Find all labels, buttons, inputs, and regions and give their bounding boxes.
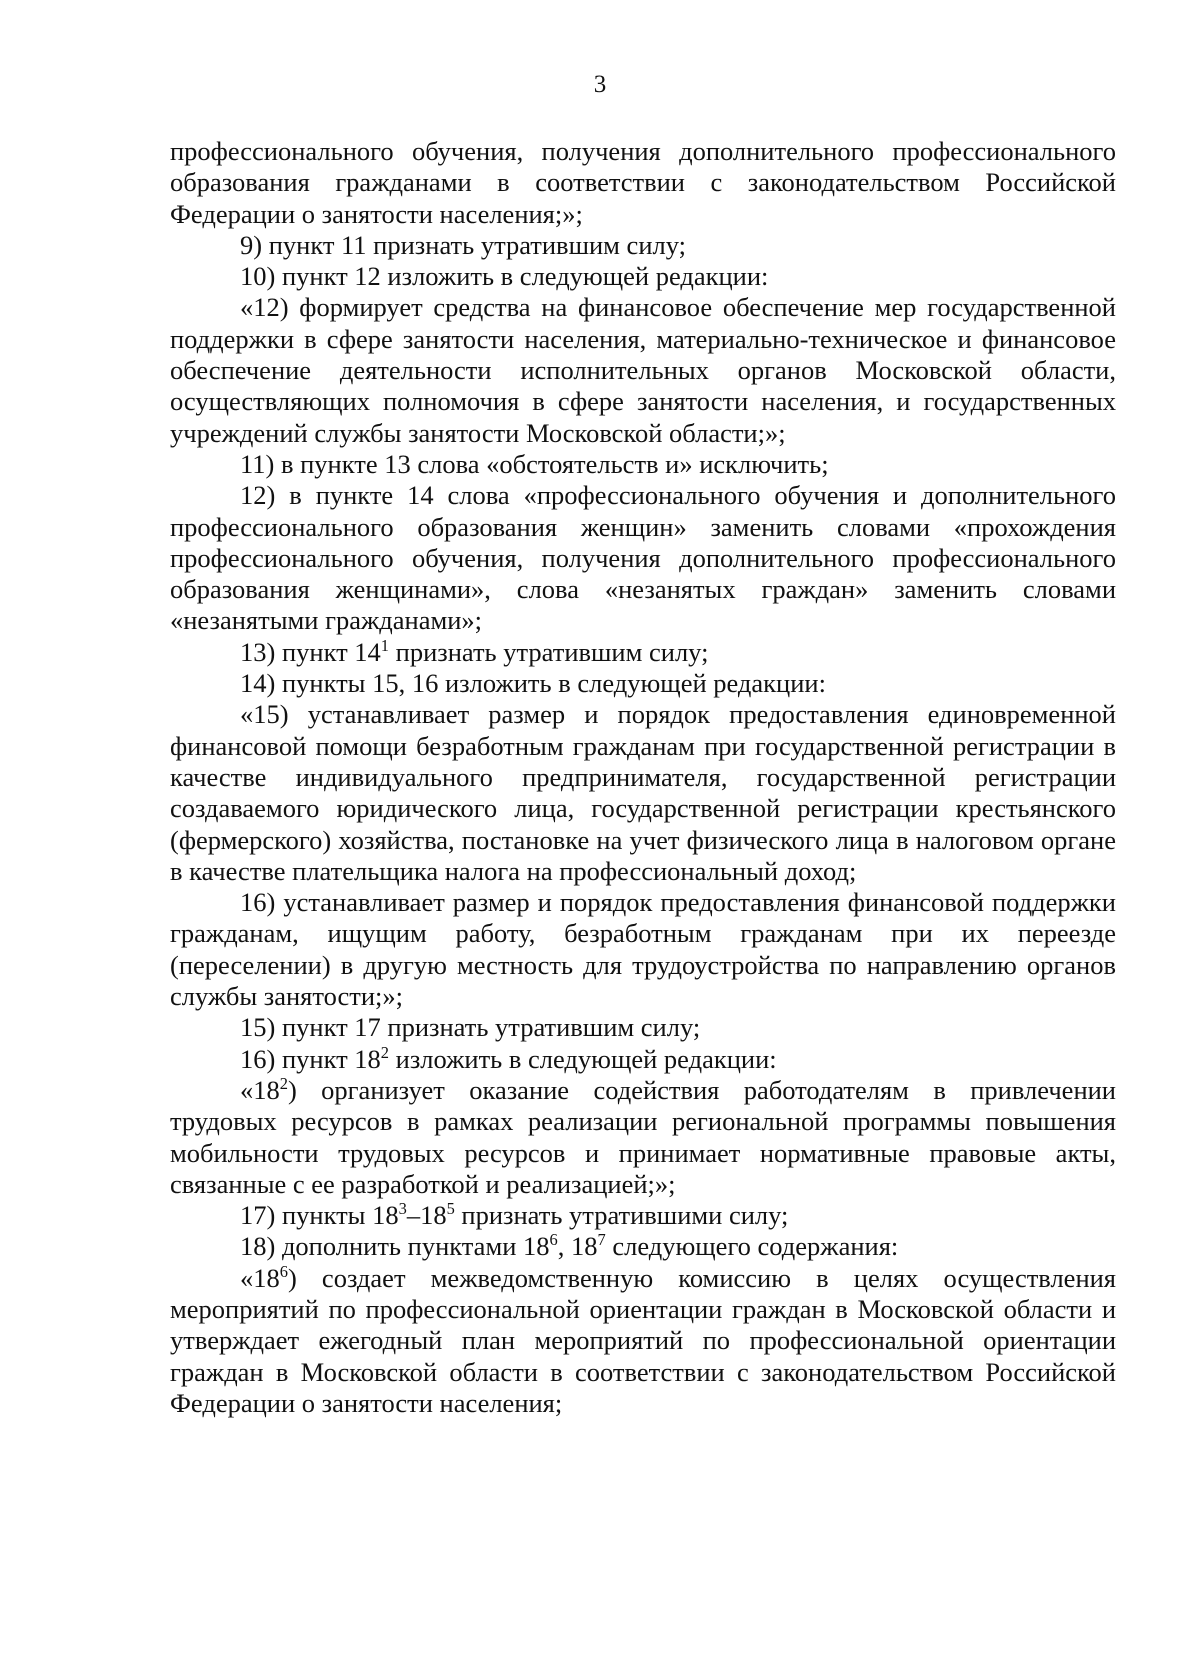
document-body	[170, 136, 1116, 1419]
text-run: «18	[240, 1262, 280, 1293]
text-run: признать утратившим силу;	[389, 636, 709, 667]
text-run: признать утратившими силу;	[454, 1200, 789, 1231]
paragraph: «15) устанавливает размер и порядок предоставления единовременной финансовой помощи безработным гражданам при государственной регистрации в качестве индивидуального предпринимателя, государственной регистрации создаваемого юридического лица, государственной регистрации крестьянского (фермерского) хозяйства, постановке на учет физического лица в налоговом органе в качестве плательщика налога на профессиональный доход;	[170, 699, 1116, 886]
text-run: 18) дополнить пунктами 18	[240, 1231, 550, 1262]
paragraph	[170, 1044, 1116, 1075]
superscript: 2	[380, 1042, 390, 1062]
paragraph: профессионального обучения, получения дополнительного профессионального образования гражданами в соответствии с законодательством Российской Федерации о занятости населения;»;	[170, 136, 1116, 229]
text-run: –18	[406, 1200, 447, 1231]
paragraph	[170, 1075, 1116, 1200]
superscript: 6	[549, 1230, 558, 1250]
text-run: 16) пункт 18	[240, 1043, 381, 1074]
paragraph	[170, 1200, 1116, 1231]
paragraph: 16) устанавливает размер и порядок предоставления финансовой поддержки гражданам, ищущим работу, безработным гражданам при их переезде (переселении) в другую местность для трудоустройства по направлению органов службы занятости;»;	[170, 887, 1116, 1012]
paragraph: «12) формирует средства на финансовое обеспечение мер государственной поддержки в сфере занятости населения, материально-техническое и финансовое обеспечение деятельности исполнительных органов Московской области, осуществляющих полномочия в сфере занятости населения, и государственных учреждений службы занятости Московской области;»;	[170, 292, 1116, 448]
text-run: ) создает межведомственную комиссию в целях осуществления мероприятий по профессиональной ориентации граждан в Московской области и утверждает ежегодный план мероприятий по профессиональной ориентации граждан в Московской области в соответствии с законодательством Российской Федерации о занятости населения;	[170, 1262, 1116, 1418]
text-run: 13) пункт 14	[240, 636, 381, 667]
paragraph	[170, 1263, 1116, 1419]
text-run: , 18	[557, 1231, 598, 1262]
superscript: 5	[446, 1198, 455, 1218]
paragraph: 12) в пункте 14 слова «профессионального обучения и дополнительного профессионального образования женщин» заменить словами «прохождения профессионального обучения, получения дополнительного профессионального образования женщинами», слова «незанятых граждан» заменить словами «незанятыми гражданами»;	[170, 480, 1116, 636]
text-run: «18	[240, 1074, 280, 1105]
page-number: 3	[593, 71, 607, 98]
superscript: 7	[597, 1230, 606, 1250]
paragraph: 11) в пункте 13 слова «обстоятельств и» исключить;	[240, 448, 829, 479]
superscript: 2	[279, 1073, 288, 1093]
paragraph	[170, 1231, 1116, 1262]
text-run: изложить в следующей редакции:	[389, 1043, 777, 1074]
paragraph: 14) пункты 15, 16 изложить в следующей редакции:	[240, 668, 826, 699]
paragraph: 15) пункт 17 признать утратившим силу;	[240, 1012, 701, 1043]
superscript: 1	[380, 635, 390, 655]
superscript: 6	[279, 1261, 288, 1281]
text-run: ) организует оказание содействия работодателям в привлечении трудовых ресурсов в рамках реализации региональной программы повышения мобильности трудовых ресурсов и принимает нормативные правовые акты, связанные с ее разработкой и реализацией;»;	[170, 1074, 1116, 1199]
text-run: следующего содержания:	[605, 1231, 899, 1262]
paragraph	[170, 637, 1116, 668]
text-run: 17) пункты 18	[240, 1200, 399, 1231]
superscript: 3	[398, 1198, 407, 1218]
paragraph: 9) пункт 11 признать утратившим силу;	[240, 229, 686, 260]
paragraph: 10) пункт 12 изложить в следующей редакции:	[240, 261, 769, 292]
